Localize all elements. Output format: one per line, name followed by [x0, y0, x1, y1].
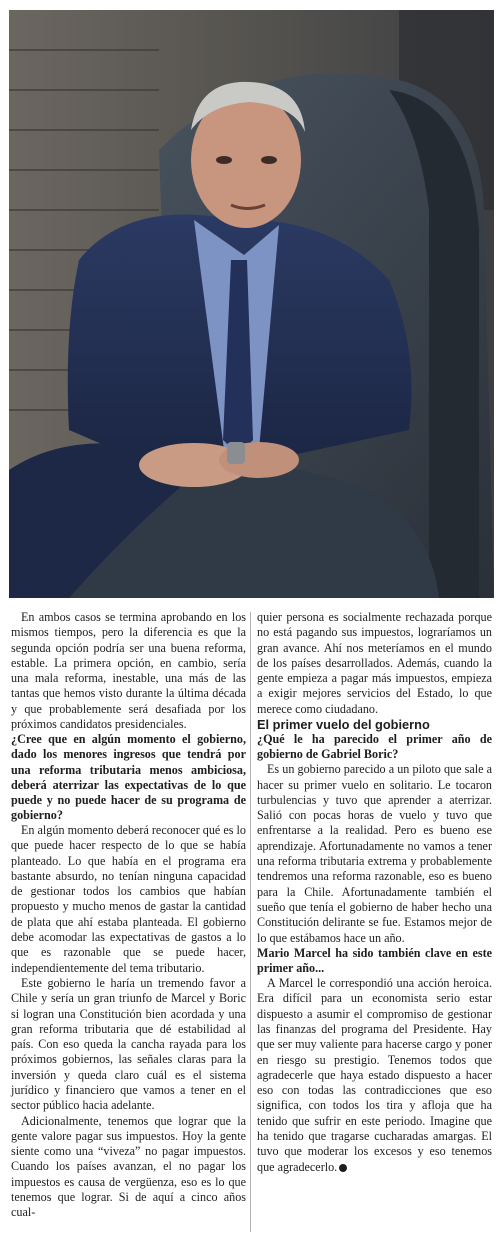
paragraph: Este gobierno le haría un tremendo favor a Chile y sería un gran triunfo de Marcel y Boric si logran una Constitución bien acordada y una gran reforma tributaria que dé estabilidad al país. Con eso queda la cancha rayada para los próximos gobiernos, las señales claras para la inversión y queda claro cuál es el sistema jurídico y financiero que vamos a tener en el sector público hacia adelante.	[11, 975, 246, 1113]
paragraph: Es un gobierno parecido a un piloto que sale a hacer su primer vuelo en solitario. Le tocaron turbulencias y tuvo que aprender a aterrizar. Salió con pocas horas de vuelo y tuvo que enfrentarse a la realidad. Pero es bueno ese aprendizaje. Afortunadamente no vamos a tener una reforma tributaria extrema y probablemente tendremos una reforma razonable, eso es bueno para la Chile. Afortunadamente también el sueño que tenía el gobierno de haber hecho una Constitución delirante se fue. Estamos mejor de lo que estábamos hace un año.	[257, 762, 492, 945]
paragraph: En algún momento deberá reconocer qué es lo que puede hacer respecto de lo que se había planteado. Lo que había en el programa era bastante absurdo, no tenían ninguna capacidad de gestionar todos los cambios que habían propuesto y mucho menos de gastar la cantidad de plata que ahí estaba planteada. El gobierno debe acomodar las expectativas de gastos a lo que es razonable que se puede hacer, independientemente del tema tributario.	[11, 822, 246, 975]
end-of-article-icon	[339, 1164, 347, 1172]
final-paragraph-text: A Marcel le correspondió una acción heroica. Era difícil para un economista serio estar dispuesto a asumir el compromiso de gestionar las finanzas del programa del Presidente. Hay que ser muy valiente para hacerse cargo y poner en riesgo su prestigio. Tenemos todos que agradecerle que haya estado dispuesto a hacer eso con todas las contradicciones que eso significa, con todos los tira y afloja que ha tenido que sufrir en este periodo. Imagine que ha tenido que tragarse cucharadas amargas. El tuvo que moderar los excesos y eso tenemos que agradecerlo.	[257, 976, 492, 1174]
paragraph: En ambos casos se termina aprobando en los mismos tiempos, pero la diferencia es que la segunda opción podría ser una buena reforma, estable. La primera opción, en cambio, sería una mala reforma, inestable, una más de las tantas que hemos visto durante la última década y que probablemente será desafiada por los próximos candidatos presidenciales.	[11, 610, 246, 732]
article-left-column	[11, 610, 246, 1221]
section-heading: El primer vuelo del gobierno	[257, 717, 430, 733]
article-right-column	[257, 610, 492, 1175]
column-divider	[250, 612, 251, 1232]
interview-question: ¿Cree que en algún momento el gobierno, dado los menores ingresos que tendrá por una reforma tributaria menos ambiciosa, deberá aterrizar las expectativas de lo que puede y no puede hacer de su programa de gobierno?	[11, 732, 246, 822]
paragraph: quier persona es socialmente rechazada porque no está pagando sus impuestos, lograríamos un gran avance. Ahí nos meteríamos en el mundo de los países desarrollados. Además, cuando la gente empieza a pagar más impuestos, empieza a exigir mejores servicios del Estado, lo que merece como ciudadano.	[257, 610, 492, 716]
interview-question: Mario Marcel ha sido también clave en este primer año...	[257, 945, 492, 975]
final-paragraph	[257, 976, 492, 1175]
interview-question: ¿Qué le ha parecido el primer año de gobierno de Gabriel Boric?	[257, 732, 492, 762]
portrait-photo	[9, 10, 494, 598]
paragraph: Adicionalmente, tenemos que lograr que la gente valore pagar sus impuestos. Hoy la gente siente como una “viveza” no pagar impuestos. Cuando los países avanzan, el no pagar los impuestos es causa de vergüenza, eso es lo que tenemos que lograr. Si de aquí a cinco años cual-	[11, 1113, 246, 1220]
